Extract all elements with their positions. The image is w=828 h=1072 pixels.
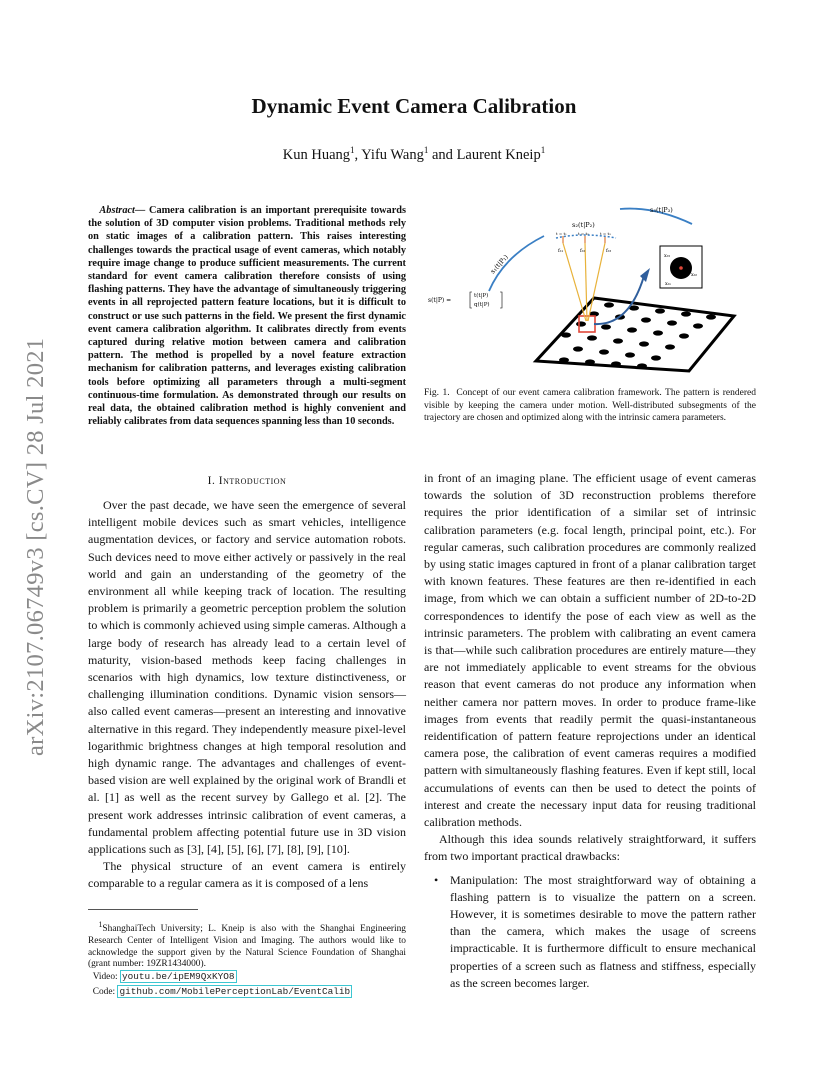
section-heading — [88, 475, 406, 487]
label-t2: t = t₂ — [578, 231, 589, 236]
list-item: • Manipulation: The most straightforward way of obtaining a flashing pattern is to visualize the pattern on a screen. However, it is sometimes desirable to move the pattern rather than the camera, which makes the usage of screens impracticable. It is furthermore difficult to ensure mechanical properties of a screen such as flatness and stiffness, especially as the screen becomes larger. — [424, 872, 756, 992]
feature-center — [679, 266, 683, 270]
label-s-of-t: s(t|P) = — [428, 297, 452, 304]
drawback-list — [424, 872, 756, 992]
caption-text: Concept of our event camera calibration framework. The pattern is rendered visible by keeping the camera under motion. Well-distributed subsegments of the trajectory are chosen and optimized along with the intrinsic camera parameters. — [424, 388, 756, 424]
caption-label: Fig. 1. — [424, 388, 450, 398]
author-list — [0, 145, 828, 164]
calibration-concept-diagram — [424, 196, 756, 382]
author-name: Laurent Kneip — [456, 146, 541, 163]
video-link[interactable]: youtu.be/ipEM9QxKYO8 — [121, 970, 235, 982]
abstract-dash: — — [134, 205, 150, 216]
author-name: Kun Huang — [282, 146, 351, 163]
footnote-video — [88, 971, 406, 984]
body-paragraph: The physical structure of an event camera is entirely comparable to a regular camera as it is composed of a lens — [88, 859, 406, 891]
footnote-affiliation — [88, 919, 406, 971]
section-number: I. — [207, 475, 216, 487]
code-link[interactable]: github.com/MobilePerceptionLab/EventCalib — [119, 985, 351, 997]
footnote-mark: 1 — [98, 920, 103, 929]
vector-bracket-right — [500, 292, 502, 308]
abstract-heading: Abstract — [99, 205, 135, 216]
label-s2: s₂(t|P₂) — [572, 221, 595, 229]
label-x-t1: xₜ₁ — [665, 281, 672, 287]
footnote — [88, 919, 406, 998]
footnote-text: ShanghaiTech University; L. Kneip is also with the Shanghai Engineering Research Center of Intelligent Vision and Imaging. The authors would like to acknowledge the support given by the Natural Science Foundation of Shanghai (grant number: 19ZR1434000). — [88, 924, 406, 970]
figure-caption — [424, 387, 756, 425]
label-t1: t = t₁ — [556, 231, 567, 236]
label-s3: s₃(t|P₃) — [650, 206, 673, 214]
projection-ray — [563, 243, 586, 321]
abstract — [88, 204, 406, 428]
section-title: Introduction — [218, 475, 287, 487]
footnote-divider — [88, 909, 198, 910]
arrow-head — [640, 268, 650, 282]
label-q: q(t|P) — [474, 302, 490, 308]
label-f-t1: fₜ₁ — [558, 248, 564, 254]
right-column — [424, 470, 756, 992]
vector-bracket-left — [470, 292, 472, 308]
arxiv-identifier: arXiv:2107.06749v3 [cs.CV] 28 Jul 2021 — [22, 337, 49, 756]
paper-title: Dynamic Event Camera Calibration — [251, 94, 577, 118]
author-separator: and — [428, 146, 457, 163]
body-paragraph: Although this idea sounds relatively straightforward, it suffers from two important practical drawbacks: — [424, 832, 756, 864]
footnote-code — [88, 986, 406, 999]
video-label: Video: — [92, 971, 120, 982]
author-separator: , — [354, 146, 362, 163]
abstract-text: Camera calibration is an important prerequisite towards the solution of 3D computer vision problems. Traditional methods rely on static images of a calibration pattern. This raises interesting challenges towards the practical usage of event cameras, which notably require image change to produce sufficient measurements. The current standard for event camera calibration therefore consists of using flashing patterns. They have the advantage of simultaneously triggering events in all reprojected pattern feature locations, but it is difficult to construct or use such patterns in the field. We present the first dynamic event camera calibration algorithm. It calibrates directly from events captured during relative motion between camera and calibration pattern. The method is propelled by a novel feature extraction mechanism for calibration patterns, and leverages existing calibration tools before optimizing all parameters through a multi-segment continuous-time formulation. As demonstrated through our results on real data, the obtained calibration method is highly convenient and reliably calibrates from data sequences spanning less than 10 seconds. — [88, 205, 406, 428]
label-f-t2: fₜ₂ — [580, 248, 586, 254]
label-t3: t = t₃ — [600, 231, 611, 236]
affiliation-mark: 1 — [350, 145, 355, 155]
code-label: Code: — [92, 986, 118, 997]
label-f-t3: fₜ₃ — [606, 248, 612, 254]
author-name: Yifu Wang — [361, 146, 424, 163]
label-x-t3: xₜ₃ — [664, 253, 671, 259]
label-s1: s₁(t|P₁) — [488, 253, 510, 276]
label-x-t2: xₜ₂ — [691, 272, 698, 278]
body-paragraph: Over the past decade, we have seen the emergence of several intelligent mobile devices such as smart vehicles, intelligence augmentation devices, or factory and service automation robots. Such devices need to move either actively or passively in the real world and gain an understanding of the geometry of the environment all while keeping track of location. The resulting problem is primarily a geometric perception problem the solution to which is commonly achieved using simple cameras. Although a large body of research has already lead to a certain level of maturity, vision-based methods keep facing challenges in scenarios with high dynamics, low texture distinctiveness, or challenging illumination conditions. Dynamic vision sensors—also called event cameras—present an interesting and innovative alternative in this regard. They independently measure pixel-level logarithmic brightness changes at high temporal resolution and high dynamic range. The advantages and challenges of event-based vision are well explained by the original work of Brandli et al. [1] as well as the recent survey by Gallego et al. [2]. The present work addresses intrinsic calibration of event cameras, a fundamental problem affecting potential future use in 3D vision applications such as [3], [4], [5], [6], [7], [8], [9], [10]. — [88, 498, 406, 857]
label-t: t(t|P) — [474, 293, 489, 299]
body-paragraph: in front of an imaging plane. The efficient usage of event cameras towards the solution of 3D reconstruction problems therefore requires the prior identification of a similar set of intrinsic calibration parameters (e.g. focal length, principal point, etc.). For regular cameras, such calibration procedures are commonly realized by using static images captured in front of a planar calibration target with known features. These features are then re-identified in each image, from which we can obtain a sufficient number of 2D-to-2D correspondences to identify the pose of each view as well as the intrinsic parameters. The problem with calibrating an event camera is that—while such calibration procedures are entirely mature—they are not immediately applicable to event streams for the obvious reason that event cameras do not produce any information when neither camera nor pattern moves. In order to produce frame-like images from events that readily permit the quasi-instantaneous reidentification of pattern feature reprojections under an identical camera pose, the calibration of event cameras requires a modified pattern with simultaneously flashing features. Even if kept still, local accumulations of events can then be used to detect the points of interest and create the necessary input data for reusing traditional calibration methods. — [424, 471, 756, 830]
figure-1 — [424, 196, 756, 382]
affiliation-mark: 1 — [540, 145, 546, 155]
affiliation-mark: 1 — [423, 145, 429, 155]
left-column — [88, 497, 406, 893]
